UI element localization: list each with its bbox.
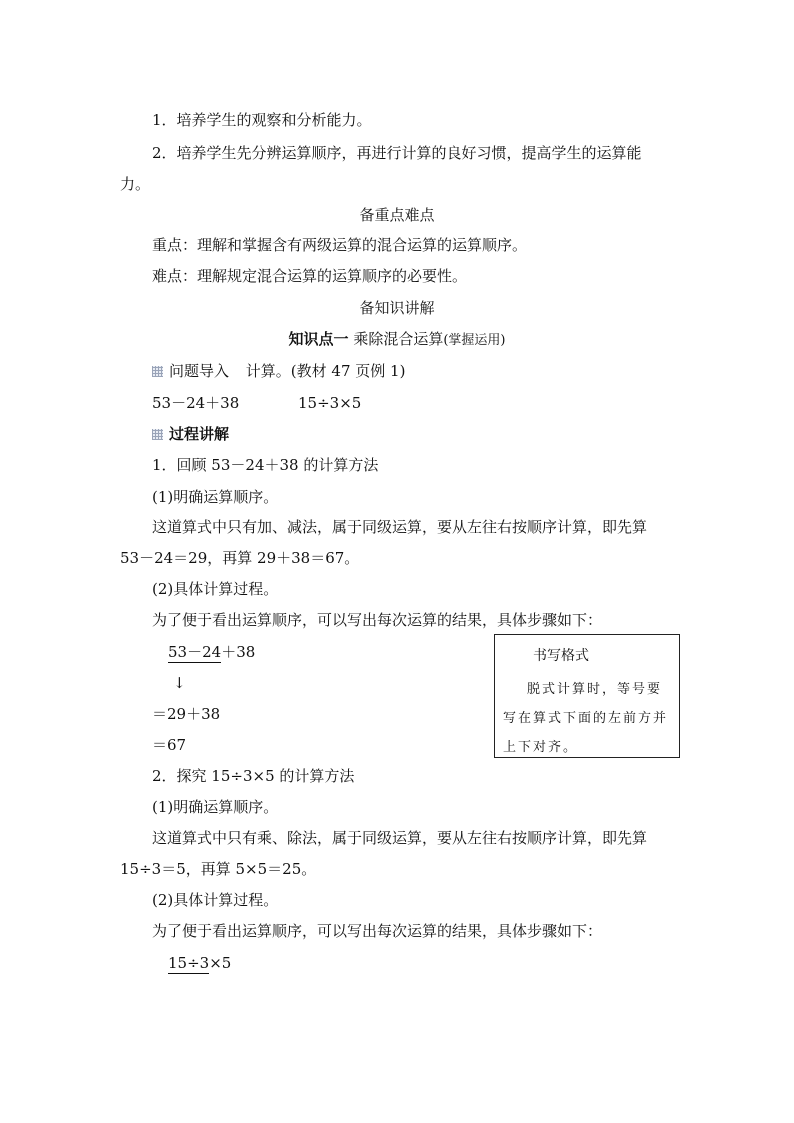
grid-marker-icon	[152, 429, 163, 440]
calc2-rest: ×5	[209, 954, 232, 972]
intro-expr-1: 53－24＋38	[152, 394, 240, 412]
step2-sub1: (1)明确运算顺序。	[152, 798, 279, 816]
process-label: 过程讲解	[169, 425, 230, 443]
step1-sub1: (1)明确运算顺序。	[152, 488, 279, 506]
calc2-line1	[168, 953, 231, 973]
writing-format-box	[494, 634, 680, 758]
step1-text2: 为了便于看出运算顺序，可以写出每次运算的结果，具体步骤如下：	[152, 611, 603, 629]
calc1-underlined: 53－24	[168, 643, 222, 661]
down-arrow-icon: ↓	[173, 674, 186, 692]
calc1-rest: ＋38	[221, 643, 256, 661]
section-heading-knowledge: 备知识讲解	[359, 299, 435, 317]
key-difficulty: 难点：理解规定混合运算的运算顺序的必要性。	[152, 267, 468, 285]
step2-sub2: (2)具体计算过程。	[152, 891, 279, 909]
calc1-line2: ＝29＋38	[152, 705, 221, 723]
step1-text-b: 53－24＝29，再算 29＋38＝67。	[120, 549, 360, 567]
writing-format-body: 脱式计算时，等号要写在算式下面的左前方并上下对齐。	[503, 682, 669, 755]
calc1-line1	[168, 642, 255, 662]
knowledge-point-title	[0, 329, 794, 351]
step2-text-b: 15÷3＝5，再算 5×5＝25。	[120, 860, 317, 878]
knowledge-point-label: 知识点一	[288, 330, 349, 348]
step2-text-a: 这道算式中只有乘、除法，属于同级运算，要从左往右按顺序计算，即先算	[152, 829, 648, 847]
knowledge-point-name: 乘除混合运算	[353, 330, 444, 348]
calc2-underlined: 15÷3	[168, 954, 210, 972]
intro-text: 计算。(教材 47 页例 1)	[245, 362, 406, 380]
knowledge-point-note: (掌握运用)	[443, 333, 506, 348]
process-heading	[152, 424, 229, 444]
goal-2-cont: 力。	[120, 175, 151, 193]
goal-1: 1．培养学生的观察和分析能力。	[152, 111, 372, 129]
intro-label: 问题导入	[169, 362, 230, 380]
calc1-line3: ＝67	[152, 736, 187, 754]
goal-2: 2．培养学生先分辨运算顺序，再进行计算的良好习惯，提高学生的运算能	[152, 144, 642, 162]
key-focus: 重点：理解和掌握含有两级运算的混合运算的运算顺序。	[152, 236, 528, 254]
section-heading-key-points: 备重点难点	[359, 206, 435, 224]
intro-expr-2: 15÷3×5	[298, 394, 362, 412]
intro-row	[152, 361, 405, 381]
step1-text-a: 这道算式中只有加、减法，属于同级运算，要从左往右按顺序计算，即先算	[152, 518, 648, 536]
step2-title: 2．探究 15÷3×5 的计算方法	[152, 767, 355, 785]
step1-title: 1．回顾 53－24＋38 的计算方法	[152, 456, 379, 474]
grid-marker-icon	[152, 366, 163, 377]
writing-format-title: 书写格式	[533, 648, 589, 664]
step2-text2: 为了便于看出运算顺序，可以写出每次运算的结果，具体步骤如下：	[152, 922, 603, 940]
step1-sub2: (2)具体计算过程。	[152, 580, 279, 598]
